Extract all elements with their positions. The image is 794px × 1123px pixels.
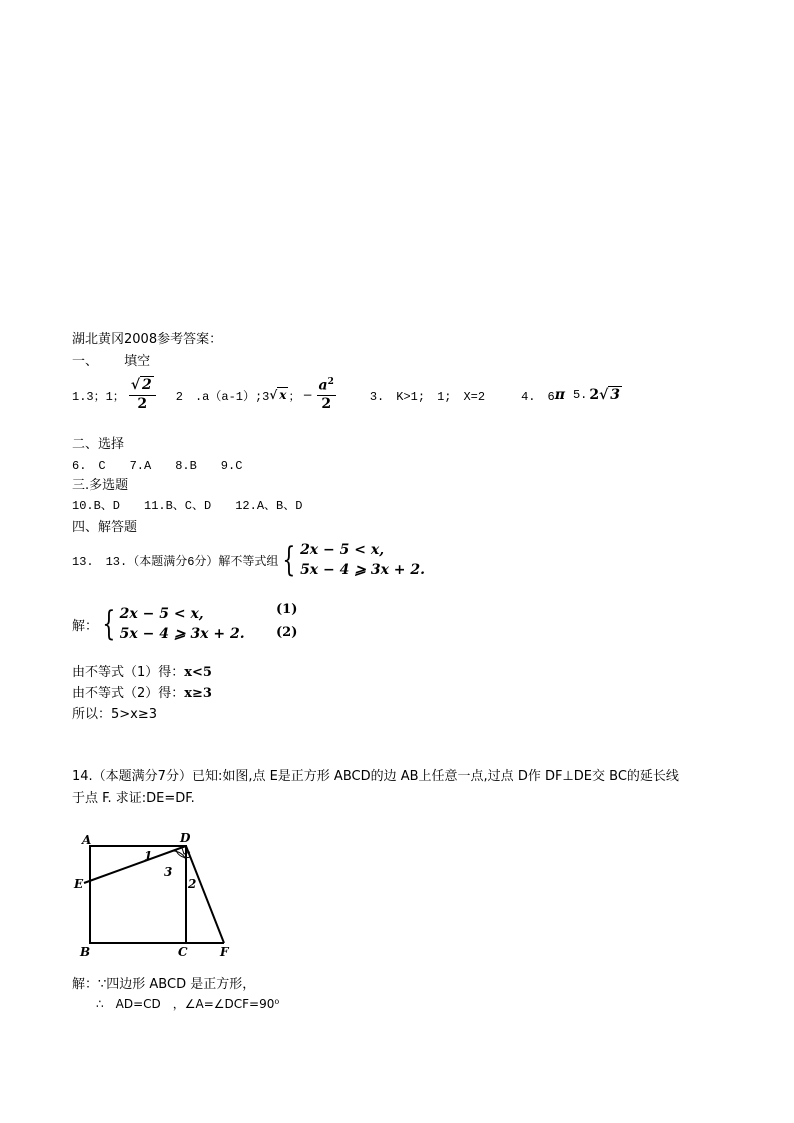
label-b: B bbox=[80, 945, 91, 959]
q14-stem-line-2: 于点 F. 求证:DE=DF. bbox=[72, 791, 195, 806]
inequality-tag-1: (1) bbox=[276, 602, 298, 617]
fraction-a2-over-2: $\frac{a^2}{2}$ bbox=[318, 377, 334, 413]
multi-answers: 10.B、D 11.B、C、D 12.A、B、D bbox=[72, 499, 303, 513]
q13-conclusion: 所以：5>x≥3 bbox=[72, 707, 158, 722]
label-angle-2: 2 bbox=[188, 877, 197, 891]
fill-answer-2: 2 .a（a-1）;3 bbox=[175, 389, 270, 404]
fill-answer-2-separator: ； bbox=[288, 389, 301, 404]
step-1-result: x<5 bbox=[184, 665, 212, 680]
label-angle-1: 1 bbox=[144, 849, 153, 863]
inequality-tag-2: (2) bbox=[276, 625, 298, 640]
choice-answers: 6. C 7.A 8.B 9.C bbox=[72, 459, 243, 473]
q14-solution-line-2: ∴ AD=CD ，∠A=∠DCF=90⁰ bbox=[96, 997, 280, 1011]
solution-inequality-system bbox=[120, 604, 245, 644]
fraction-sqrt2-over-2: $\frac{√ 2}{2}$ bbox=[129, 378, 156, 412]
solution-inequality-2: 5x − 4 ⩾ 3x + 2. bbox=[119, 626, 245, 642]
fill-answer-3: 3. K>1; 1; X=2 bbox=[369, 389, 486, 404]
fill-answers bbox=[72, 378, 622, 412]
sqrt-x: √ x bbox=[269, 388, 287, 403]
section-choice-heading: 二、选择 bbox=[72, 437, 125, 452]
label-angle-3: 3 bbox=[164, 865, 173, 879]
label-e: E bbox=[74, 877, 84, 891]
fraction-denominator: 2 bbox=[137, 395, 148, 412]
square-abcd bbox=[90, 846, 186, 943]
label-c: C bbox=[178, 945, 188, 959]
q14-solution-line-1: 解：∵四边形 ABCD 是正方形， bbox=[72, 977, 256, 992]
fraction-numerator: 2 bbox=[142, 377, 152, 394]
section-solve-heading: 四、解答题 bbox=[72, 520, 138, 535]
inequality-1: 2x − 5 < x, bbox=[300, 542, 385, 558]
q13-stem-text: 13. 13.（本题满分6分）解不等式组 bbox=[72, 554, 279, 569]
fill-answer-5: 5. bbox=[572, 388, 588, 403]
q13-solution-label: 解： bbox=[72, 618, 99, 634]
fill-answer-1: 1.3；1； bbox=[72, 389, 125, 404]
answer-title: 湖北黄冈2008参考答案： bbox=[72, 332, 223, 347]
fill-answer-4: 4. 6 bbox=[521, 389, 555, 404]
section-fill-number: 一、 bbox=[72, 354, 99, 369]
q13-stem bbox=[72, 540, 425, 580]
section-fill-label: 填空 bbox=[124, 354, 151, 369]
label-f: F bbox=[220, 945, 229, 959]
left-brace: { bbox=[102, 604, 116, 644]
left-brace: { bbox=[282, 540, 296, 580]
minus-sign: − bbox=[302, 388, 313, 403]
section-fill-heading bbox=[72, 350, 150, 369]
pi-symbol: π bbox=[554, 387, 565, 404]
q13-solution-system bbox=[72, 604, 245, 644]
section-multi-heading: 三.多选题 bbox=[72, 478, 129, 493]
q14-stem-line-1: 14.（本题满分7分）已知:如图,点 E是正方形 ABCD的边 AB上任意一点,过点 D作 DF⊥DE交 BC的延长线 bbox=[72, 769, 679, 784]
solution-inequality-1: 2x − 5 < x, bbox=[119, 606, 204, 622]
label-d: D bbox=[180, 831, 191, 845]
geometry-figure bbox=[72, 830, 252, 960]
label-a: A bbox=[82, 833, 92, 847]
line-df bbox=[186, 846, 224, 943]
two-sqrt-3: 2√ 3 bbox=[589, 387, 621, 404]
step-2-result: x≥3 bbox=[184, 686, 212, 701]
q13-step-1: 由不等式（1）得：x<5 bbox=[72, 665, 212, 680]
inequality-2: 5x − 4 ⩾ 3x + 2. bbox=[300, 562, 426, 578]
inequality-system bbox=[300, 540, 425, 580]
q13-step-2: 由不等式（2）得：x≥3 bbox=[72, 686, 212, 701]
